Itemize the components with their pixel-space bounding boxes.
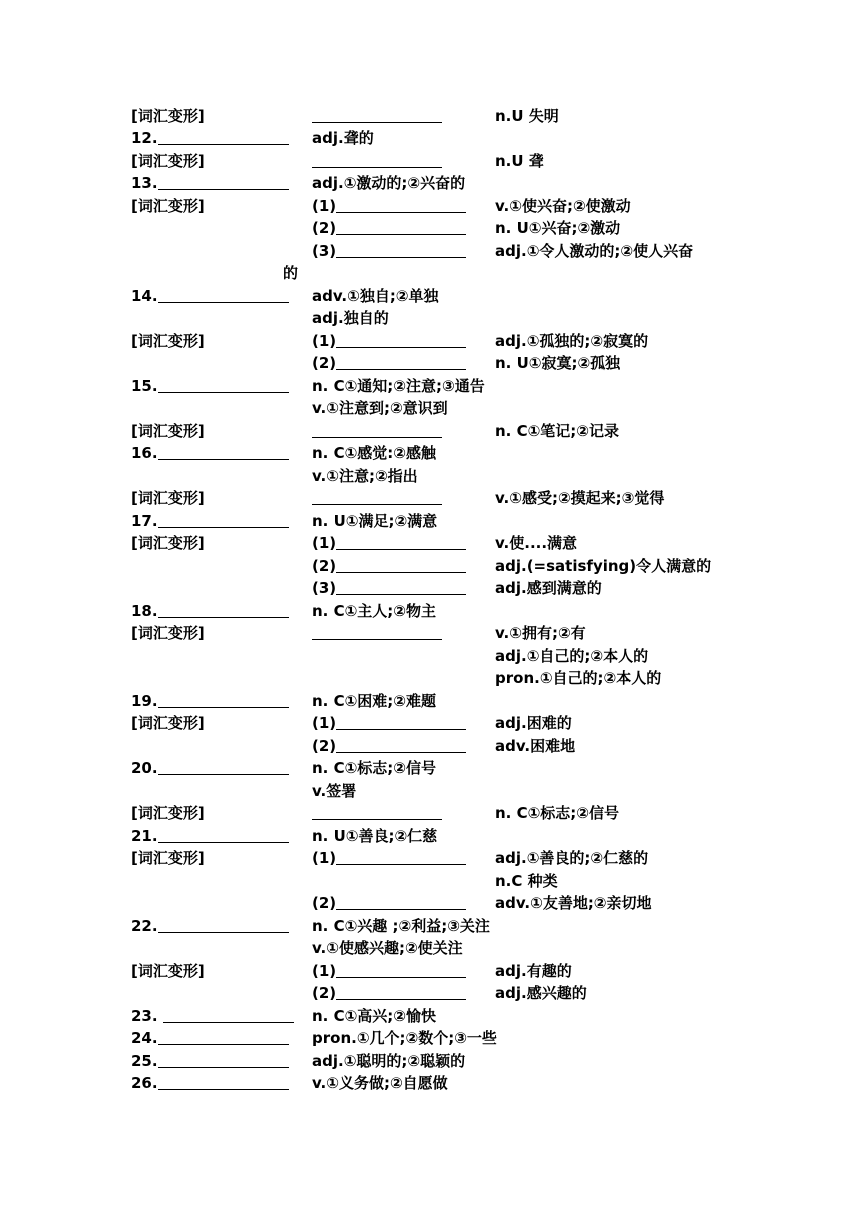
form-meaning: adj.困难的 xyxy=(495,714,572,732)
form-answer xyxy=(312,960,466,983)
sub-index: (2) xyxy=(312,736,337,755)
word-form-label-text: [词汇变形] xyxy=(131,961,205,980)
vocab-line xyxy=(0,442,860,465)
vocab-line xyxy=(0,105,860,128)
answer-blank[interactable] xyxy=(312,622,442,640)
word-form-label xyxy=(131,532,205,555)
form-answer xyxy=(312,420,442,443)
sub-index: (2) xyxy=(312,984,337,1002)
vocab-line xyxy=(0,397,860,420)
form-answer xyxy=(312,712,466,735)
form-meaning: adj.①令人激动的;②使人兴奋 xyxy=(495,241,694,260)
form-answer xyxy=(312,622,442,645)
vocab-line xyxy=(0,555,860,578)
vocab-line xyxy=(0,172,860,195)
item-number xyxy=(131,690,289,713)
item-number-text: 18. xyxy=(131,601,158,620)
word-form-label xyxy=(131,802,205,825)
definition: n. C①通知;②注意;③通告 xyxy=(312,376,485,395)
form-answer xyxy=(312,892,466,915)
item-number xyxy=(131,510,289,533)
word-form-label xyxy=(131,150,205,173)
item-number-text: 23. xyxy=(131,1006,163,1025)
word-form-label-text: [词汇变形] xyxy=(131,534,205,552)
form-meaning: adj.(=satisfying)令人满意的 xyxy=(495,556,712,575)
answer-blank[interactable] xyxy=(336,532,466,550)
definition: n. C①感觉:②感触 xyxy=(312,444,437,462)
vocab-line xyxy=(0,847,860,870)
answer-blank[interactable] xyxy=(336,847,466,865)
form-meaning: adj.感兴趣的 xyxy=(495,984,587,1002)
answer-blank[interactable] xyxy=(158,600,289,618)
word-form-label xyxy=(131,847,205,870)
item-number-text: 21. xyxy=(131,826,158,845)
definition: n. U①善良;②仁慈 xyxy=(312,826,438,845)
form-meaning: n. U①兴奋;②激动 xyxy=(495,219,621,237)
form-meaning: v.使....满意 xyxy=(495,534,578,552)
form-answer xyxy=(312,240,466,263)
item-number-text: 19. xyxy=(131,691,158,710)
form-meaning: v.①使兴奋;②使激动 xyxy=(495,196,631,215)
word-form-label-text: [词汇变形] xyxy=(131,331,205,350)
sub-index: (1) xyxy=(312,196,337,215)
answer-blank[interactable] xyxy=(312,487,442,505)
answer-blank[interactable] xyxy=(336,330,466,348)
answer-blank[interactable] xyxy=(158,375,289,393)
vocab-line xyxy=(0,757,860,780)
vocab-line xyxy=(0,352,860,375)
item-number xyxy=(131,915,289,938)
form-meaning: adj.①自己的;②本人的 xyxy=(495,646,649,665)
word-form-label-text: [词汇变形] xyxy=(131,624,205,642)
form-answer xyxy=(312,577,466,600)
sub-index: (1) xyxy=(312,961,337,980)
vocab-line xyxy=(0,690,860,713)
vocab-line xyxy=(0,892,860,915)
sub-index: (1) xyxy=(312,331,337,350)
vocab-line xyxy=(0,1072,860,1095)
item-number-text: 22. xyxy=(131,916,158,935)
answer-blank[interactable] xyxy=(158,690,289,708)
sub-index: (2) xyxy=(312,556,337,575)
vocab-line xyxy=(0,195,860,218)
word-form-label xyxy=(131,622,205,645)
form-meaning: adj.①孤独的;②寂寞的 xyxy=(495,331,649,350)
answer-blank[interactable] xyxy=(312,150,442,168)
form-meaning: adj.有趣的 xyxy=(495,961,572,980)
item-number-text: 13. xyxy=(131,174,158,192)
vocab-line xyxy=(0,150,860,173)
item-number-text: 12. xyxy=(131,129,158,147)
definition: n. C①主人;②物主 xyxy=(312,601,437,620)
definition: v.签署 xyxy=(312,781,357,800)
word-form-label-text: [词汇变形] xyxy=(131,489,205,507)
form-answer xyxy=(312,555,466,578)
vocab-line xyxy=(0,307,860,330)
form-answer xyxy=(312,330,466,353)
sub-index: (3) xyxy=(312,579,337,597)
vocab-line xyxy=(0,285,860,308)
item-number-text: 26. xyxy=(131,1074,158,1092)
item-number xyxy=(131,285,289,308)
definition: v.①使感兴趣;②使关注 xyxy=(312,939,463,957)
form-meaning: pron.①自己的;②本人的 xyxy=(495,669,662,687)
definition: v.①义务做;②自愿做 xyxy=(312,1074,448,1092)
form-answer xyxy=(312,195,466,218)
item-number xyxy=(131,1027,289,1050)
item-number-text: 20. xyxy=(131,759,158,777)
answer-blank[interactable] xyxy=(158,825,289,843)
word-form-label-text: [词汇变形] xyxy=(131,714,205,732)
answer-blank[interactable] xyxy=(336,892,466,910)
answer-blank[interactable] xyxy=(163,1005,294,1023)
form-meaning: n.U 聋 xyxy=(495,151,544,170)
item-number-text: 24. xyxy=(131,1029,158,1047)
word-form-label xyxy=(131,330,205,353)
word-form-label-text: [词汇变形] xyxy=(131,106,205,125)
item-number-text: 14. xyxy=(131,286,158,305)
form-answer xyxy=(312,487,442,510)
form-answer xyxy=(312,982,466,1005)
answer-blank[interactable] xyxy=(158,915,289,933)
item-number xyxy=(131,1050,289,1073)
item-number xyxy=(131,127,289,150)
form-answer xyxy=(312,352,466,375)
sub-index: (2) xyxy=(312,894,337,912)
definition: adv.①独自;②单独 xyxy=(312,286,439,305)
form-meaning: v.①拥有;②有 xyxy=(495,624,586,642)
definition: n. U①满足;②满意 xyxy=(312,511,438,530)
vocab-line xyxy=(0,127,860,150)
vocab-line xyxy=(0,622,860,645)
vocab-line xyxy=(0,262,860,285)
definition: adj.①聪明的;②聪颖的 xyxy=(312,1051,466,1070)
form-answer xyxy=(312,150,442,173)
word-form-label xyxy=(131,960,205,983)
vocab-line xyxy=(0,600,860,623)
answer-blank[interactable] xyxy=(158,127,289,145)
vocab-line xyxy=(0,577,860,600)
sub-index: (2) xyxy=(312,354,337,372)
form-meaning: n. U①寂寞;②孤独 xyxy=(495,354,621,372)
form-meaning: n.C 种类 xyxy=(495,871,558,890)
vocab-line xyxy=(0,825,860,848)
definition: adj.独自的 xyxy=(312,309,389,327)
item-number xyxy=(131,375,289,398)
word-form-label xyxy=(131,195,205,218)
answer-blank[interactable] xyxy=(312,420,442,438)
form-meaning: adj.①善良的;②仁慈的 xyxy=(495,849,649,867)
answer-blank[interactable] xyxy=(158,510,289,528)
vocab-line xyxy=(0,1027,860,1050)
form-answer xyxy=(312,735,466,758)
word-form-label xyxy=(131,712,205,735)
form-meaning: v.①感受;②摸起来;③觉得 xyxy=(495,489,665,507)
item-number xyxy=(131,1072,289,1095)
item-number xyxy=(131,1005,294,1028)
form-answer xyxy=(312,802,442,825)
form-answer xyxy=(312,217,466,240)
answer-blank[interactable] xyxy=(336,352,466,370)
answer-blank[interactable] xyxy=(158,1027,289,1045)
vocab-line xyxy=(0,465,860,488)
definition: n. C①高兴;②愉快 xyxy=(312,1006,437,1025)
answer-blank[interactable] xyxy=(336,960,466,978)
item-number xyxy=(131,825,289,848)
wrapped-text: 的 xyxy=(283,264,299,282)
answer-blank[interactable] xyxy=(336,577,466,595)
answer-blank[interactable] xyxy=(336,195,466,213)
definition: adj.聋的 xyxy=(312,129,374,147)
item-number xyxy=(131,757,289,780)
form-meaning: adv.困难地 xyxy=(495,736,576,755)
vocab-line xyxy=(0,1050,860,1073)
definition: v.①注意到;②意识到 xyxy=(312,399,448,417)
item-number xyxy=(131,442,289,465)
vocab-line xyxy=(0,420,860,443)
answer-blank[interactable] xyxy=(158,285,289,303)
answer-blank[interactable] xyxy=(336,735,466,753)
word-form-label-text: [词汇变形] xyxy=(131,196,205,215)
item-number xyxy=(131,172,289,195)
item-number xyxy=(131,600,289,623)
sub-index: (3) xyxy=(312,241,337,260)
word-form-label xyxy=(131,105,205,128)
item-number-text: 16. xyxy=(131,444,158,462)
item-number-text: 25. xyxy=(131,1051,158,1070)
vocab-line xyxy=(0,915,860,938)
answer-blank[interactable] xyxy=(158,757,289,775)
definition: pron.①几个;②数个;③一些 xyxy=(312,1029,497,1047)
word-form-label-text: [词汇变形] xyxy=(131,421,205,440)
answer-blank[interactable] xyxy=(336,712,466,730)
vocab-line xyxy=(0,870,860,893)
word-form-label-text: [词汇变形] xyxy=(131,151,205,170)
vocab-line xyxy=(0,802,860,825)
answer-blank[interactable] xyxy=(158,172,289,190)
item-number-text: 17. xyxy=(131,511,158,530)
vocab-line xyxy=(0,937,860,960)
answer-blank[interactable] xyxy=(312,802,442,820)
answer-blank[interactable] xyxy=(158,442,289,460)
vocab-line xyxy=(0,240,860,263)
definition: n. C①困难;②难题 xyxy=(312,691,437,710)
definition: n. C①标志;②信号 xyxy=(312,759,437,777)
word-form-label-text: [词汇变形] xyxy=(131,804,205,822)
vocab-line xyxy=(0,780,860,803)
form-answer xyxy=(312,847,466,870)
vocab-line xyxy=(0,375,860,398)
definition: adj.①激动的;②兴奋的 xyxy=(312,174,466,192)
definition: n. C①兴趣 ;②利益;③关注 xyxy=(312,916,490,935)
vocab-line xyxy=(0,735,860,758)
vocab-line xyxy=(0,217,860,240)
word-form-label xyxy=(131,487,205,510)
word-form-label xyxy=(131,420,205,443)
answer-blank[interactable] xyxy=(336,217,466,235)
vocab-line xyxy=(0,982,860,1005)
sub-index: (1) xyxy=(312,534,337,552)
sub-index: (1) xyxy=(312,849,337,867)
form-meaning: n. C①标志;②信号 xyxy=(495,804,620,822)
vocab-line xyxy=(0,510,860,533)
item-number-text: 15. xyxy=(131,376,158,395)
answer-blank[interactable] xyxy=(312,105,442,123)
vocab-line xyxy=(0,712,860,735)
vocab-line xyxy=(0,667,860,690)
form-meaning: n.U 失明 xyxy=(495,106,559,125)
sub-index: (2) xyxy=(312,219,337,237)
word-form-label-text: [词汇变形] xyxy=(131,849,205,867)
form-meaning: adj.感到满意的 xyxy=(495,579,602,597)
sub-index: (1) xyxy=(312,714,337,732)
answer-blank[interactable] xyxy=(336,982,466,1000)
answer-blank[interactable] xyxy=(158,1050,289,1068)
definition: v.①注意;②指出 xyxy=(312,466,418,485)
answer-blank[interactable] xyxy=(336,555,466,573)
form-answer xyxy=(312,105,442,128)
vocab-line xyxy=(0,960,860,983)
vocab-line xyxy=(0,1005,860,1028)
vocab-line xyxy=(0,330,860,353)
form-meaning: adv.①友善地;②亲切地 xyxy=(495,894,652,912)
form-meaning: n. C①笔记;②记录 xyxy=(495,421,620,440)
form-answer xyxy=(312,532,466,555)
vocab-line xyxy=(0,645,860,668)
answer-blank[interactable] xyxy=(158,1072,289,1090)
vocab-line xyxy=(0,532,860,555)
answer-blank[interactable] xyxy=(336,240,466,258)
vocab-line xyxy=(0,487,860,510)
